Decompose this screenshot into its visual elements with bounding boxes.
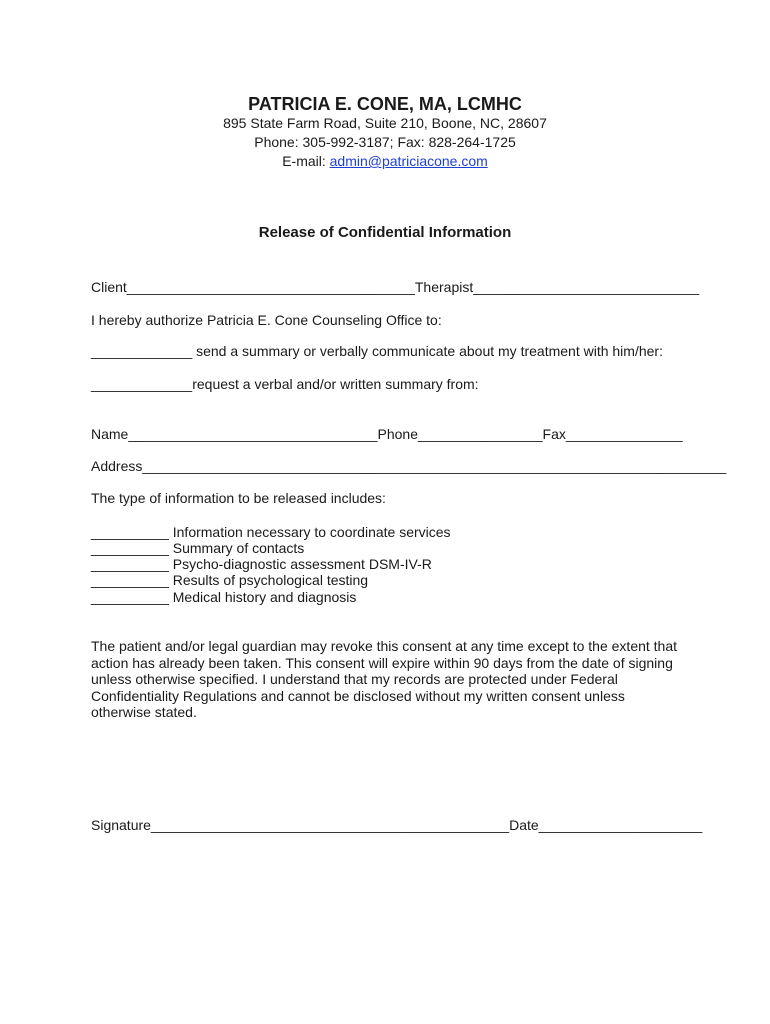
info-item-coordinate-services[interactable]: __________ Information necessary to coordinate services (91, 524, 451, 540)
authorization-statement: I hereby authorize Patricia E. Cone Counseling Office to: (91, 312, 442, 328)
address-field[interactable]: Address___________________________________________________________________________ (91, 458, 727, 474)
info-item-medical-history[interactable]: __________ Medical history and diagnosis (91, 589, 357, 605)
info-type-intro: The type of information to be released includes: (91, 490, 386, 506)
name-phone-fax-field[interactable]: Name________________________________Phone________________Fax_______________ (91, 426, 683, 442)
consent-line-4: Confidentiality Regulations and cannot be disclosed without my written consent unless (91, 688, 625, 704)
info-item-psycho-diagnostic[interactable]: __________ Psycho-diagnostic assessment DSM-IV-R (91, 556, 432, 572)
client-therapist-field[interactable]: Client_____________________________________Therapist_____________________________ (91, 279, 700, 295)
form-title: Release of Confidential Information (258, 224, 512, 241)
request-summary-option[interactable]: _____________request a verbal and/or written summary from: (91, 376, 479, 392)
email-label: E-mail: (282, 153, 330, 169)
consent-line-1: The patient and/or legal guardian may revoke this consent at any time except to the extent that (91, 638, 678, 654)
practice-email-line (0, 153, 770, 169)
practitioner-name: PATRICIA E. CONE, MA, LCMHC (248, 94, 522, 114)
consent-line-3: unless otherwise specified. I understand that my records are protected under Federal (91, 671, 618, 687)
info-item-psych-testing[interactable]: __________ Results of psychological testing (91, 572, 369, 588)
consent-line-5: otherwise stated. (91, 704, 197, 720)
signature-date-field[interactable]: Signature______________________________________________Date_____________________ (91, 817, 703, 833)
send-summary-option[interactable]: _____________ send a summary or verbally communicate about my treatment with him/her: (91, 343, 663, 359)
consent-line-2: action has already been taken. This consent will expire within 90 days from the date of signing (91, 655, 673, 671)
practice-phone-fax: Phone: 305-992-3187; Fax: 828-264-1725 (254, 134, 516, 150)
info-item-summary-contacts[interactable]: __________ Summary of contacts (91, 540, 305, 556)
email-link[interactable]: admin@patriciacone.com (329, 153, 488, 169)
practice-address: 895 State Farm Road, Suite 210, Boone, NC, 28607 (223, 115, 547, 131)
